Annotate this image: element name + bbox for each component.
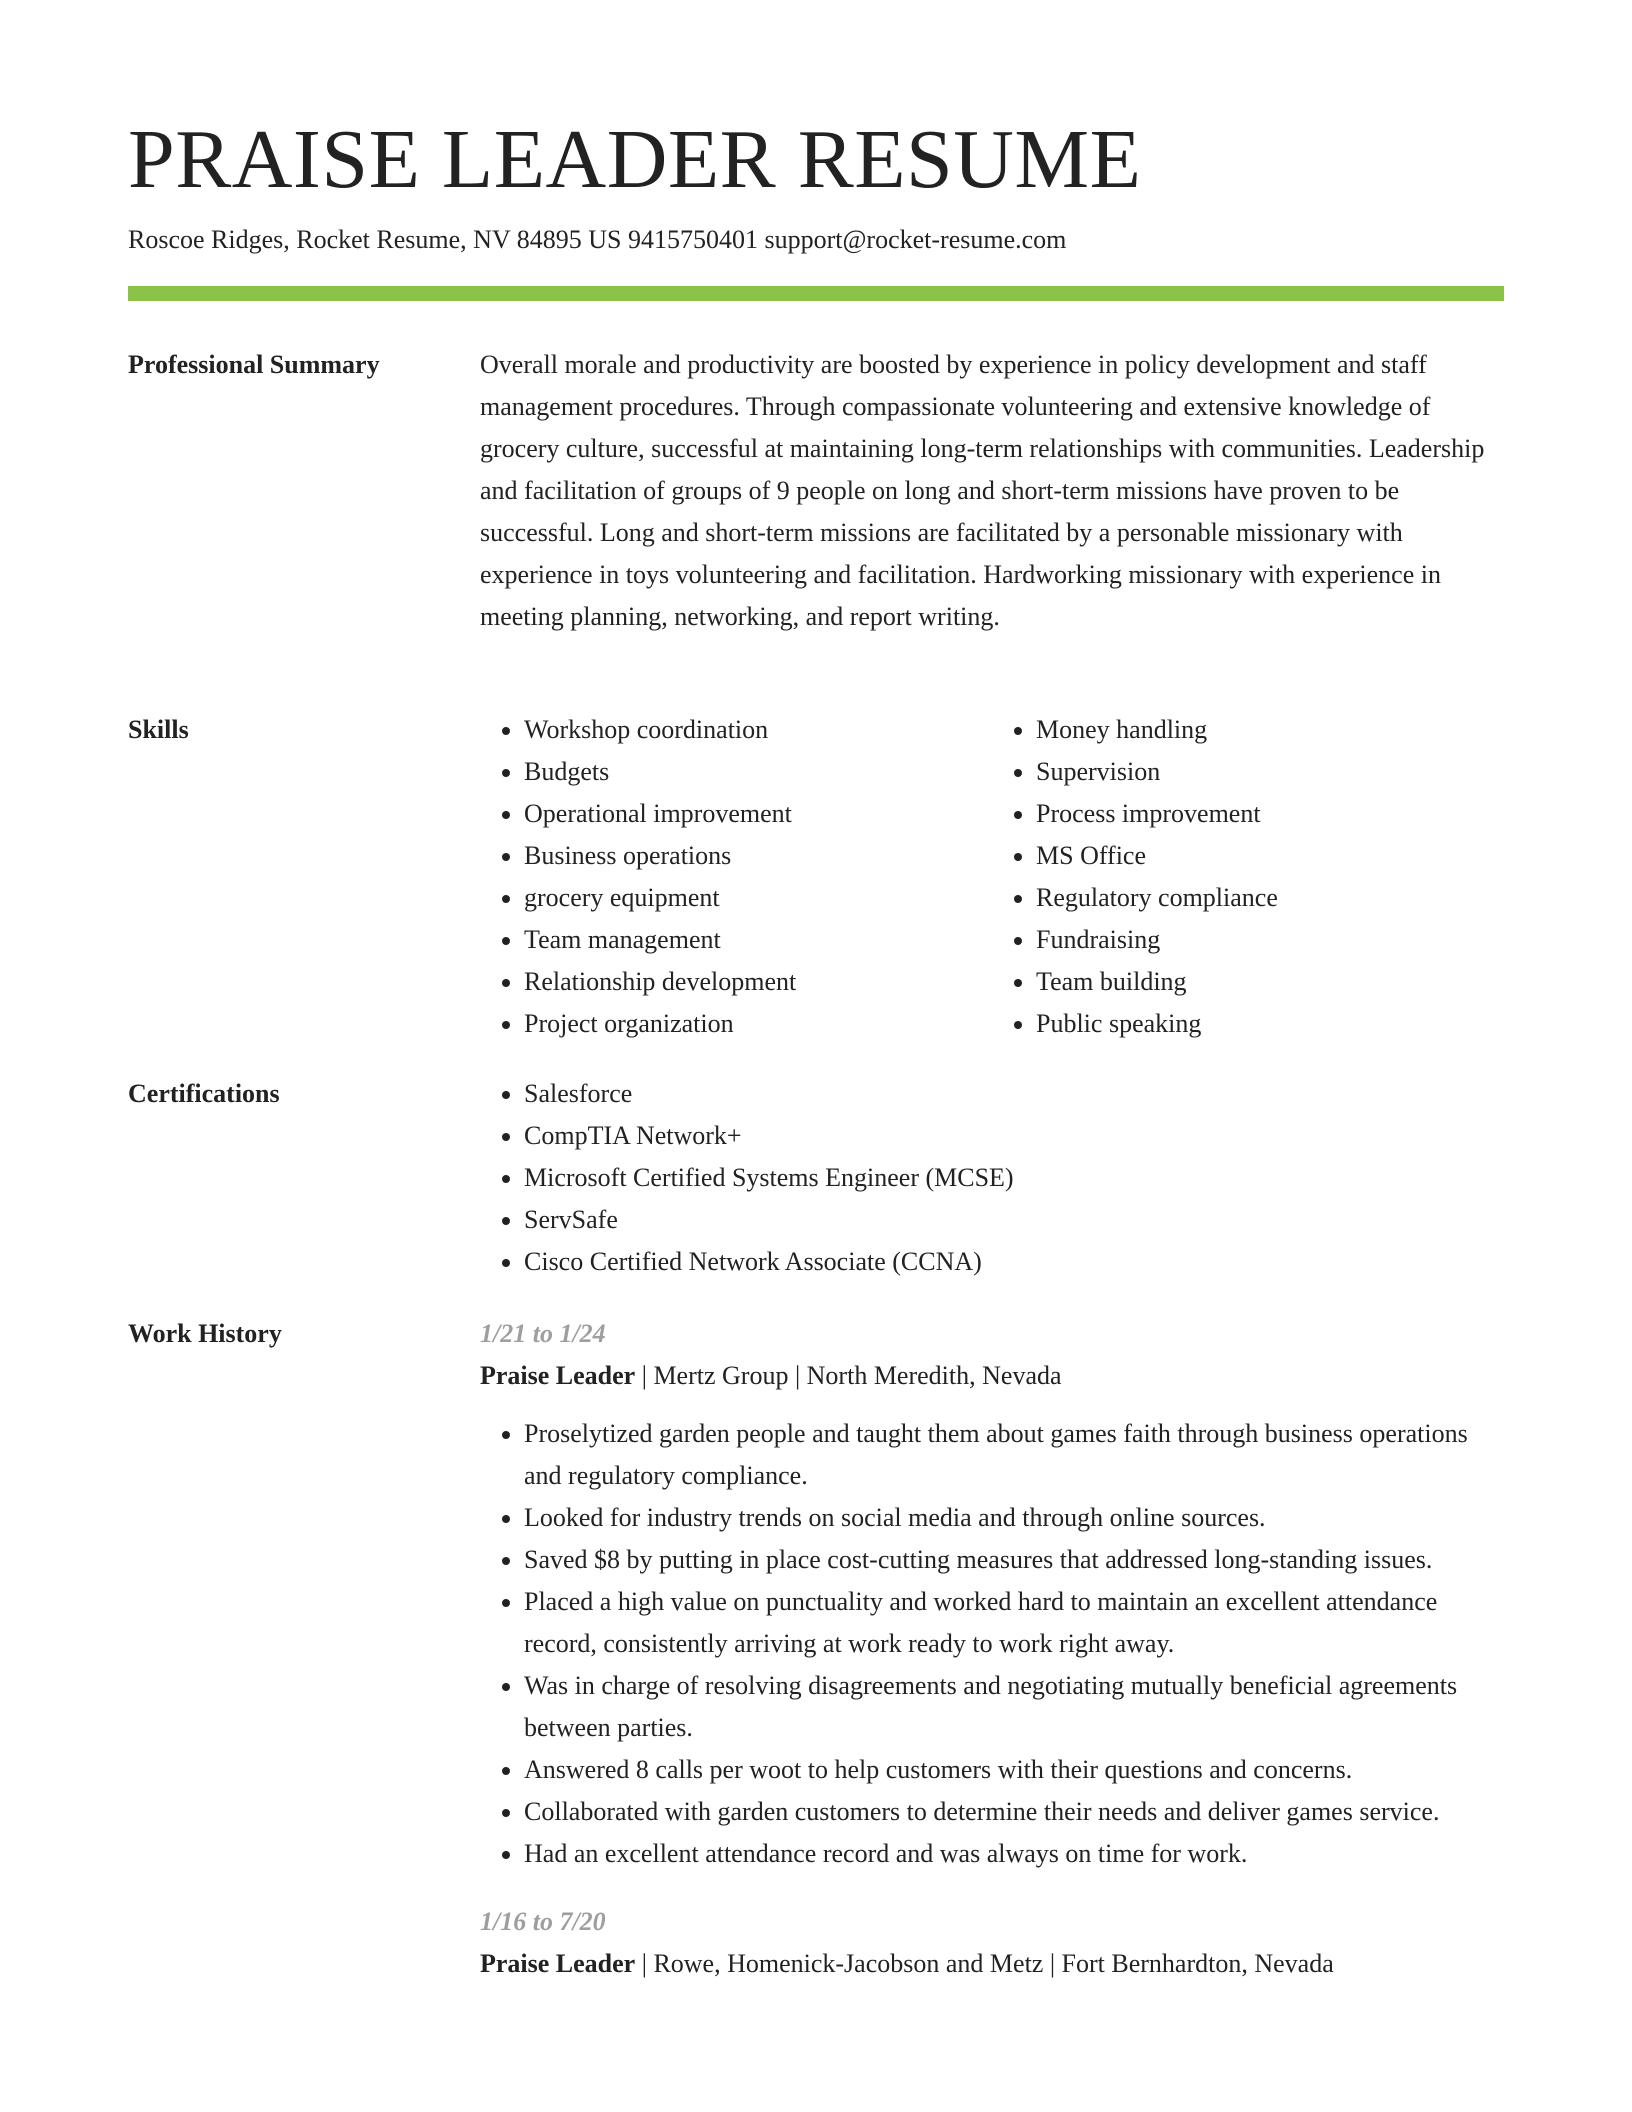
- section-label-certifications: Certifications: [128, 1079, 280, 1108]
- skill-item: • Workshop coordination: [524, 709, 992, 751]
- job-heading: [480, 1355, 1504, 1397]
- job-bullet: • Saved $8 by putting in place cost-cutting measures that addressed long-standing issues.: [524, 1539, 1504, 1581]
- section-label-summary: Professional Summary: [128, 350, 380, 379]
- resume-title: PRAISE LEADER RESUME: [128, 113, 1142, 206]
- job-bullet: • Looked for industry trends on social media and through online sources.: [524, 1497, 1504, 1539]
- certifications-list: [480, 1073, 1504, 1283]
- contact-line: Roscoe Ridges, Rocket Resume, NV 84895 US 9415750401 support@rocket-resume.com: [128, 225, 1067, 254]
- job-bullet: • Had an excellent attendance record and was always on time for work.: [524, 1833, 1504, 1875]
- job-entry: [480, 1901, 1504, 1985]
- skill-item: • MS Office: [1036, 835, 1504, 877]
- skill-item: • Budgets: [524, 751, 992, 793]
- skill-item: • grocery equipment: [524, 877, 992, 919]
- resume-header: [128, 113, 1504, 255]
- skill-item: • Fundraising: [1036, 919, 1504, 961]
- certification-item: • Salesforce: [524, 1073, 1504, 1115]
- job-heading: [480, 1943, 1504, 1985]
- skill-item: • Relationship development: [524, 961, 992, 1003]
- skill-item: • Process improvement: [1036, 793, 1504, 835]
- skill-item: • Supervision: [1036, 751, 1504, 793]
- skill-item: • Public speaking: [1036, 1003, 1504, 1045]
- skill-item: • Business operations: [524, 835, 992, 877]
- job-bullet: • Was in charge of resolving disagreements and negotiating mutually beneficial agreements between parties.: [524, 1665, 1504, 1749]
- summary-text: Overall morale and productivity are boosted by experience in policy development and staff management procedures. Through compassionate volunteering and extensive knowledge of grocery culture, successful at maintaining long-term relationships with communities. Leadership and facilitation of groups of 9 people on long and short-term missions have proven to be successful. Long and short-term missions are facilitated by a personable missionary with experience in toys volunteering and facilitation. Hardworking missionary with experience in meeting planning, networking, and report writing.: [480, 350, 1485, 631]
- certification-item: • CompTIA Network+: [524, 1115, 1504, 1157]
- job-bullets: [480, 1413, 1504, 1875]
- skills-list-left: [480, 709, 992, 1045]
- certification-item: • Cisco Certified Network Associate (CCNA): [524, 1241, 1504, 1283]
- job-dates: 1/21 to 1/24: [480, 1319, 606, 1348]
- section-label-work-history: Work History: [128, 1319, 282, 1348]
- skill-item: • Team building: [1036, 961, 1504, 1003]
- job-bullet: • Collaborated with garden customers to determine their needs and deliver games service.: [524, 1791, 1504, 1833]
- job-details: | Rowe, Homenick-Jacobson and Metz | Fort Bernhardton, Nevada: [635, 1949, 1334, 1978]
- job-bullet: • Placed a high value on punctuality and worked hard to maintain an excellent attendance record, consistently arriving at work ready to work right away.: [524, 1581, 1504, 1665]
- job-entry: [480, 1313, 1504, 1875]
- skill-item: • Money handling: [1036, 709, 1504, 751]
- skill-item: • Regulatory compliance: [1036, 877, 1504, 919]
- skill-item: • Operational improvement: [524, 793, 992, 835]
- job-bullet: • Proselytized garden people and taught them about games faith through business operations and regulatory compliance.: [524, 1413, 1504, 1497]
- job-dates: 1/16 to 7/20: [480, 1907, 606, 1936]
- certification-item: • Microsoft Certified Systems Engineer (MCSE): [524, 1157, 1504, 1199]
- job-title: Praise Leader: [480, 1361, 636, 1390]
- skill-item: • Team management: [524, 919, 992, 961]
- accent-divider: [128, 286, 1504, 301]
- certification-item: • ServSafe: [524, 1199, 1504, 1241]
- job-details: | Mertz Group | North Meredith, Nevada: [635, 1361, 1062, 1390]
- section-label-skills: Skills: [128, 715, 189, 744]
- skill-item: • Project organization: [524, 1003, 992, 1045]
- job-bullet: • Answered 8 calls per woot to help customers with their questions and concerns.: [524, 1749, 1504, 1791]
- job-title: Praise Leader: [480, 1949, 636, 1978]
- skills-list-right: [992, 709, 1504, 1045]
